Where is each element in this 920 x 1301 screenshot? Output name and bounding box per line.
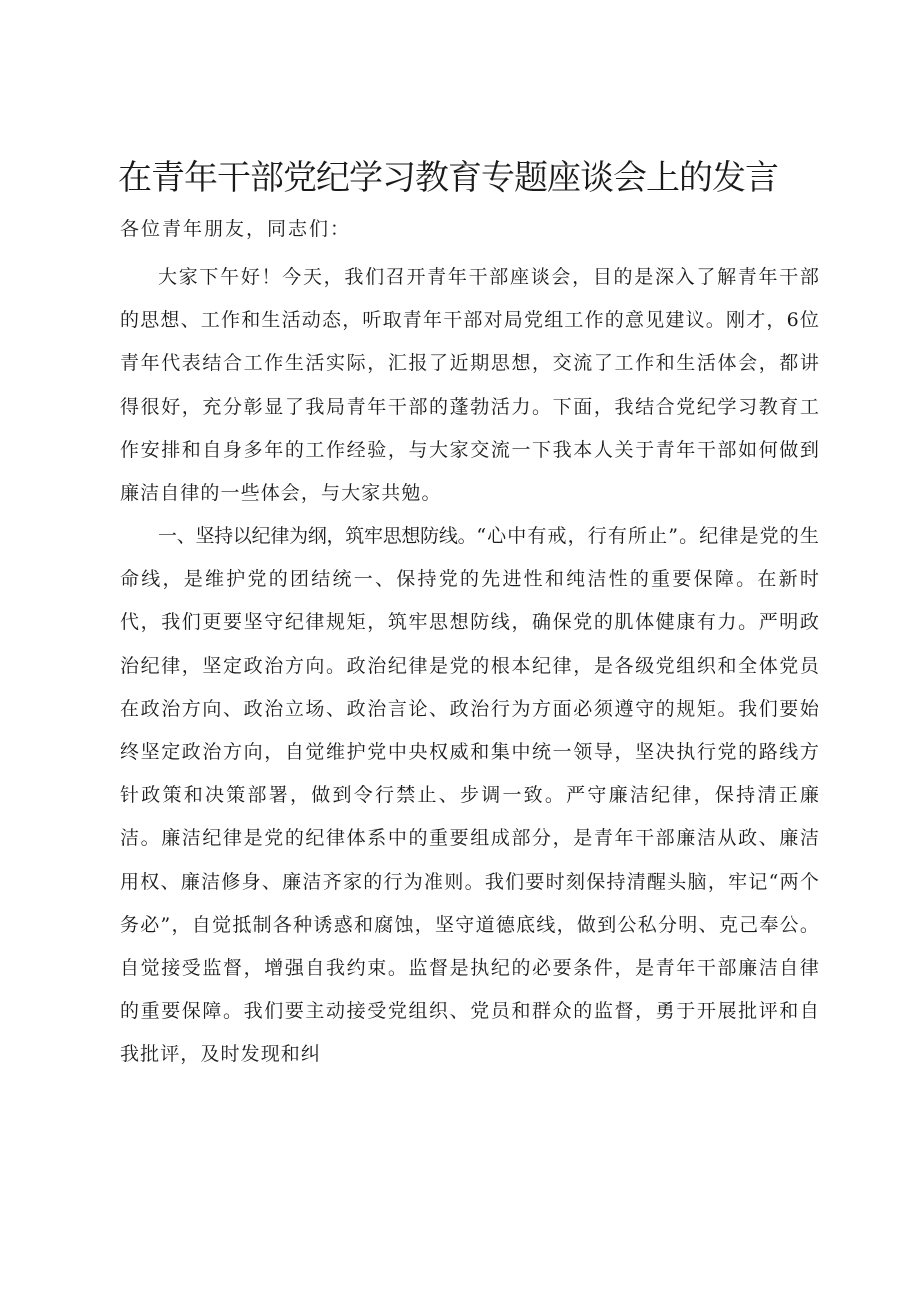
section-1-heading: 一、坚持以纪律为纲，筑牢思想防线。 — [158, 525, 477, 547]
paragraph-opening: 大家下午好！今天，我们召开青年干部座谈会，目的是深入了解青年干部的思想、工作和生活动态，听取青年干部对局党组工作的意见建议。刚才，6位青年代表结合工作生活实际，汇报了近期思想，交流了工作和生活体会，都讲得很好，充分彰显了我局青年干部的蓬勃活力。下面，我结合党纪学习教育工作安排和自身多年的工作经验，与大家交流一下我本人关于青年干部如何做到廉洁自律的一些体会，与大家共勉。 — [120, 266, 820, 505]
paragraph-section-1 — [120, 515, 820, 1077]
salutation: 各位青年朋友，同志们： — [120, 218, 352, 240]
document-title: 在青年干部党纪学习教育专题座谈会上的发言 — [118, 158, 778, 198]
section-1-body: “心中有戒，行有所止”。纪律是党的生命线，是维护党的团结统一、保持党的先进性和纯洁性的重要保障。在新时代，我们更要坚守纪律规矩，筑牢思想防线，确保党的肌体健康有力。严明政治纪律，坚定政治方向。政治纪律是党的根本纪律，是各级党组织和全体党员在政治方向、政治立场、政治言论、政治行为方面必须遵守的规矩。我们要始终坚定政治方向，自觉维护党中央权威和集中统一领导，坚决执行党的路线方针政策和决策部署，做到令行禁止、步调一致。严守廉洁纪律，保持清正廉洁。廉洁纪律是党的纪律体系中的重要组成部分，是青年干部廉洁从政、廉洁用权、廉洁修身、廉洁齐家的行为准则。我们要时刻保持清醒头脑，牢记“两个务必”，自觉抵制各种诱惑和腐蚀，坚守道德底线，做到公私分明、克己奉公。自觉接受监督，增强自我约束。监督是执纪的必要条件，是青年干部廉洁自律的重要保障。我们要主动接受党组织、党员和群众的监督，勇于开展批评和自我批评，及时发现和纠 — [120, 525, 821, 1066]
